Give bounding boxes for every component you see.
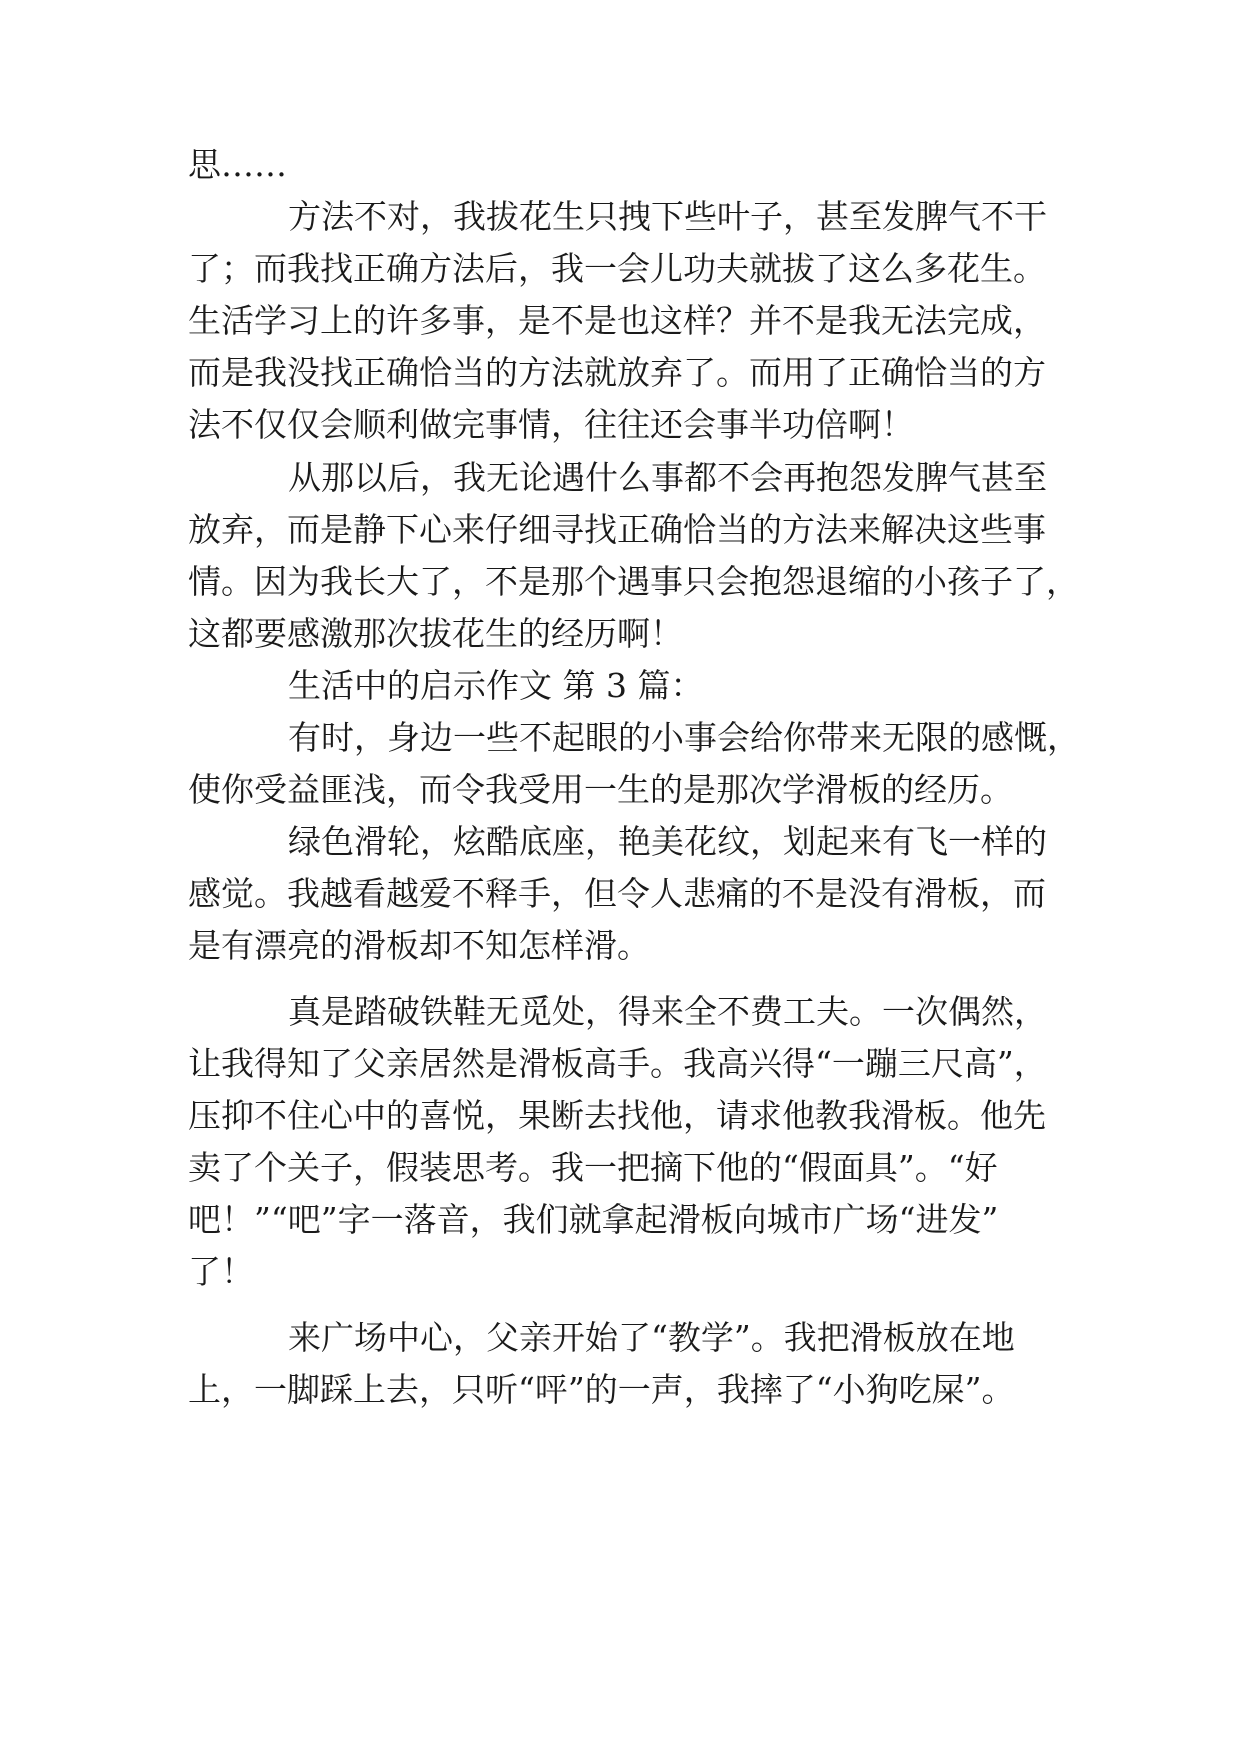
text-line: 这都要感激那次拔花生的经历啊！ [188,614,683,653]
paragraph-first-line: 绿色滑轮，炫酷底座，艳美花纹，划起来有飞一样的 [288,822,1047,861]
paragraph-first-line: 来广场中心，父亲开始了“教学”。我把滑板放在地 [288,1318,1015,1357]
paragraph-first-line: 有时，身边一些不起眼的小事会给你带来无限的感慨， [288,718,1080,757]
text-line: 了；而我找正确方法后，我一会儿功夫就拔了这么多花生。 [188,249,1046,288]
text-line: 思…… [188,145,287,184]
text-line: 了！ [188,1252,254,1291]
text-line: 吧！”“吧”字一落音，我们就拿起滑板向城市广场“进发” [188,1200,999,1239]
text-line: 而是我没找正确恰当的方法就放弃了。而用了正确恰当的方 [188,353,1046,392]
text-line: 感觉。我越看越爱不释手，但令人悲痛的不是没有滑板，而 [188,874,1046,913]
paragraph-first-line: 真是踏破铁鞋无觅处，得来全不费工夫。一次偶然， [288,992,1047,1031]
text-line: 压抑不住心中的喜悦，果断去找他，请求他教我滑板。他先 [188,1096,1046,1135]
text-line: 放弃，而是静下心来仔细寻找正确恰当的方法来解决这些事 [188,510,1046,549]
text-line: 情。因为我长大了，不是那个遇事只会抱怨退缩的小孩子了， [188,562,1079,601]
text-line: 是有漂亮的滑板却不知怎样滑。 [188,926,650,965]
section-heading: 生活中的启示作文 第 3 篇： [288,666,704,705]
text-line: 生活学习上的许多事，是不是也这样？并不是我无法完成， [188,301,1046,340]
paragraph-first-line: 从那以后，我无论遇什么事都不会再抱怨发脾气甚至 [288,458,1047,497]
text-line: 上，一脚踩上去，只听“呯”的一声，我摔了“小狗吃屎”。 [188,1370,1015,1409]
text-line: 法不仅仅会顺利做完事情，往往还会事半功倍啊！ [188,405,914,444]
text-line: 让我得知了父亲居然是滑板高手。我高兴得“一蹦三尺高”， [188,1044,1047,1083]
paragraph-first-line: 方法不对，我拔花生只拽下些叶子，甚至发脾气不干 [288,197,1047,236]
text-line: 卖了个关子，假装思考。我一把摘下他的“假面具”。“好 [188,1148,998,1187]
text-line: 使你受益匪浅，而令我受用一生的是那次学滑板的经历。 [188,770,1013,809]
